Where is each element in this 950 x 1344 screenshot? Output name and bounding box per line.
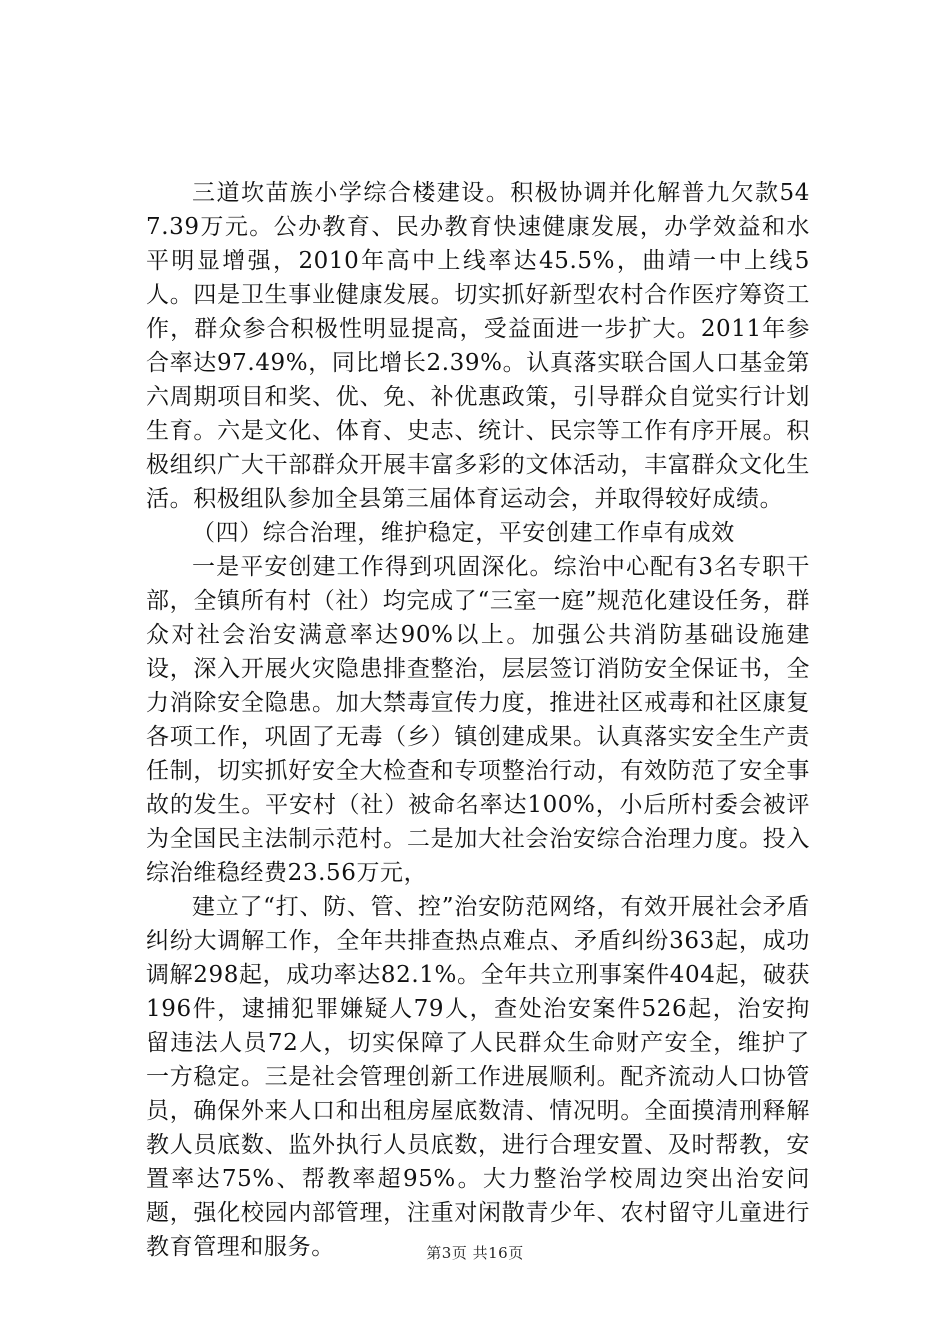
page-footer [0, 1243, 950, 1263]
section-heading-comprehensive-governance: （四）综合治理，维护稳定，平安创建工作卓有成效 [192, 520, 735, 546]
document-body [146, 176, 810, 1264]
paragraph-public-security-network: 建立了“打、防、管、控”治安防范网络，有效开展社会矛盾纠纷大调解工作，全年共排查热点难点、矛盾纠纷363起，成功调解298起，成功率达82.1%。全年共立刑事案件404起，破获196件，逮捕犯罪嫌疑人79人，查处治安案件526起，治安拘留违法人员72人，切实保障了人民群众生命财产安全，维护了一方稳定。三是社会管理创新工作进展顺利。配齐流动人口协管员，确保外来人口和出租房屋底数清、情况明。全面摸清刑释解教人员底数、监外执行人员底数，进行合理安置、及时帮教，安置率达75%、帮教率超95%。大力整治学校周边突出治安问题，强化校园内部管理，注重对闲散青少年、农村留守儿童进行教育管理和服务。 [146, 894, 810, 1260]
page-number-label: 第3页 共16页 [426, 1244, 524, 1262]
paragraph-safety-creation: 一是平安创建工作得到巩固深化。综治中心配有3名专职干部，全镇所有村（社）均完成了“三室一庭”规范化建设任务，群众对社会治安满意率达90%以上。加强公共消防基础设施建设，深入开展火灾隐患排查整治，层层签订消防安全保证书，全力消除安全隐患。加大禁毒宣传力度，推进社区戒毒和社区康复各项工作，巩固了无毒（乡）镇创建成果。认真落实安全生产责任制，切实抓好安全大检查和专项整治行动，有效防范了安全事故的发生。平安村（社）被命名率达100%，小后所村委会被评为全国民主法制示范村。二是加大社会治安综合治理力度。投入综治维稳经费23.56万元， [146, 554, 810, 886]
paragraph-education-health-culture: 三道坎苗族小学综合楼建设。积极协调并化解普九欠款547.39万元。公办教育、民办教育快速健康发展，办学效益和水平明显增强，2010年高中上线率达45.5%，曲靖一中上线5人。四是卫生事业健康发展。切实抓好新型农村合作医疗筹资工作，群众参合积极性明显提高，受益面进一步扩大。2011年参合率达97.49%，同比增长2.39%。认真落实联合国人口基金第六周期项目和奖、优、免、补优惠政策，引导群众自觉实行计划生育。六是文化、体育、史志、统计、民宗等工作有序开展。积极组织广大干部群众开展丰富多彩的文体活动，丰富群众文化生活。积极组队参加全县第三届体育运动会，并取得较好成绩。 [146, 180, 810, 512]
